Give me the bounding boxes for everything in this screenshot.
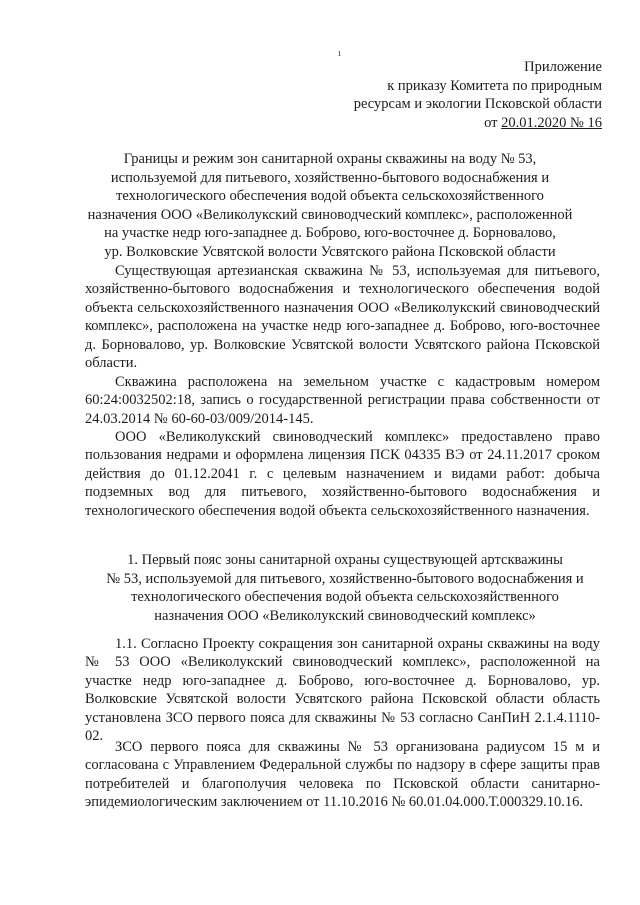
title-line: на участке недр юго-западнее д. Боброво, юго-восточнее д. Борновалово,	[104, 225, 556, 242]
paragraph: ООО «Великолукский свиноводческий комплекс» предоставлено право пользования недрами и оформлена лицензия ПСК 04335 ВЭ от 24.11.2017 сроком действия до 01.12.2041 г. с целевым назначением и видами работ: добыча подземных вод для питьевого, хозяйственно-бытового водоснабжения и технологического обеспечения водой объекта сельскохозяйственного назначения.	[85, 429, 600, 519]
cadastral-section	[85, 373, 600, 428]
title-line: ур. Волковские Усвятской волости Усвятского района Псковской области	[104, 243, 556, 260]
section-title-line: назначения ООО «Великолукский свиноводческий комплекс»	[154, 607, 536, 624]
section-1-title	[90, 551, 600, 625]
title-line: Границы и режим зон санитарной охраны скважины на воду № 53,	[123, 151, 537, 167]
appendix-line: ресурсам и экологии Псковской области	[353, 96, 602, 112]
paragraph: Существующая артезианская скважина № 53, используемая для питьевого, хозяйственно-бытового водоснабжения и технологического обеспечения водой объекта сельскохозяйственного назначения ООО «Великолукский свиноводческий комплекс», расположена на участке недр юго-западнее д. Боброво, юго-восточнее д. Борновалово, ур. Волковские Усвятской волости Усвятского района Псковской области.	[85, 263, 600, 372]
license-section	[85, 428, 600, 520]
appendix-date-line	[354, 114, 602, 133]
paragraph: Скважина расположена на земельном участке с кадастровым номером 60:24:0032502:18, запись о государственной регистрации права собственности от 24.03.2014 № 60-60-03/009/2014-145.	[85, 374, 600, 427]
paragraph: ЗСО первого пояса для скважины № 53 организована радиусом 15 м и согласована с Управлением Федеральной службы по надзору в сфере защиты прав потребителей и благополучия человека по Псковской области санитарно-эпидемиологическим заключением от 11.10.2016 № 60.01.04.000.Т.000329.10.16.	[85, 739, 600, 811]
section-title-line: технологического обеспечения водой объекта сельскохозяйственного	[131, 589, 559, 606]
title-line: технологического обеспечения водой объекта сельскохозяйственного	[116, 188, 544, 205]
title-line: используемой для питьевого, хозяйственно-бытового водоснабжения и	[110, 169, 550, 186]
title-line: назначения ООО «Великолукский свиноводческий комплекс», расположенной	[87, 206, 573, 223]
appendix-date-prefix: от	[484, 114, 502, 131]
appendix-date: 20.01.2020 № 16	[501, 114, 602, 131]
appendix-line: к приказу Комитета по природным	[387, 77, 602, 94]
page-mark: ı	[338, 47, 342, 59]
document-title	[70, 150, 590, 262]
appendix-header	[354, 58, 602, 132]
appendix-line: Приложение	[524, 59, 602, 75]
section-1-clause-1	[85, 635, 600, 745]
section-title-line: № 53, используемой для питьевого, хозяйственно-бытового водоснабжения и	[106, 570, 584, 587]
section-1-clause-2	[85, 738, 600, 812]
section-title-line: 1. Первый пояс зоны санитарной охраны существующей артскважины	[127, 552, 563, 568]
paragraph: 1.1. Согласно Проекту сокращения зон санитарной охраны скважины на воду № 53 ООО «Великолукский свиноводческий комплекс», расположенной на участке недр юго-западнее д. Боброво, юго-восточнее д. Борновалово, ур. Волковские Усвятской волости Усвятского района Псковской области область установлена ЗСО первого пояса для скважины № 53 согласно СанПиН 2.1.4.1110-02.	[85, 636, 600, 745]
intro-section	[85, 262, 600, 372]
